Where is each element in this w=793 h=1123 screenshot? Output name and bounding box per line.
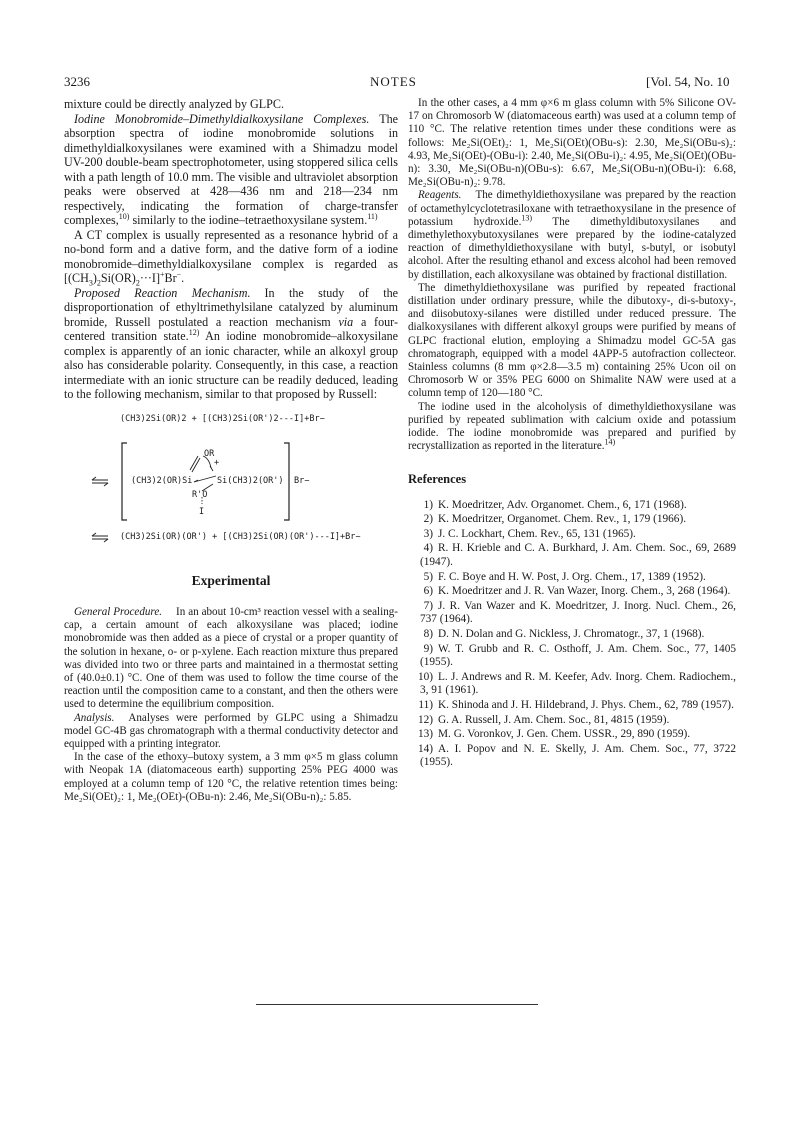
reference-text: R. H. Krieble and C. A. Burkhard, J. Am. Chem. Soc., 69, 2689 (1947). [420,542,736,569]
reference-text: J. C. Lockhart, Chem. Rev., 65, 131 (1965). [438,527,636,540]
text: . [181,271,185,285]
reference-text: L. J. Andrews and R. M. Keefer, Adv. Inorg. Chem. Radiochem., 3, 91 (1961). [420,670,736,697]
section-title-mechanism: Proposed Reaction Mechanism. [74,285,251,300]
reference-number: 4) [423,542,433,555]
text: The iodine used in the alcoholysis of dimethyldiethoxysilane was purified by repeated sublimation with calcium oxide and potassium iodide. The iodine monobromide was prepared and purified by recrystallization as reported in the literature. [408,400,736,453]
scheme-left-silicon: (CH3)2(OR)Si [131,475,193,486]
scheme-bromide: Br− [294,475,310,486]
reference-text: D. N. Dolan and G. Nickless, J. Chromatogr., 37, 1 (1968). [438,628,705,641]
scheme-iodine: I [199,506,205,517]
reference-text: M. G. Voronkov, J. Gen. Chem. USSR., 29, 890 (1959). [438,728,691,741]
reference-item [408,714,736,728]
text: A CT complex is usually represented as a resonance hybrid of a no-bond form and a dative form, and the dative form of a iodine monobromide–dimethyldialkoxysilane complex is regarded as [(CH [64,227,398,285]
paragraph-purification: The dimethyldiethoxysilane was purified by repeated fractional distillation under ordinary pressure, while the dibutoxy-, di-s-butoxy-, and diisobutoxy-silanes were distilled under reduced pressure. The dialkoxysilanes with different alkoxyl groups were purified by means of GLPC fractional elution, employing a Shimadzu model GC-5A gas chromatograph, equipped with a model 4APP-5 autofraction collecteor. Stainless columns (8 mm φ×2.8—3.5 m) containing 25% Ucon oil on Chromosorb W or 35% PEG 6000 on Shimalite NAW were used at a column temp of 120—180 °C. [408,281,736,400]
citation: 13) [521,213,533,223]
reference-number: 7) [423,599,433,612]
references-heading: References [408,472,467,487]
reference-number: 1) [423,498,433,511]
page-number: 3236 [64,74,90,89]
reference-item [408,699,736,713]
scheme-plus: + [214,457,220,468]
section-title-analysis: Analysis. [74,711,115,724]
reaction-scheme [64,412,398,547]
experimental-heading: Experimental [191,572,271,588]
reference-text: K. Moedritzer, Adv. Organomet. Chem., 6, 171 (1968). [438,498,687,511]
reference-item [408,542,736,569]
reference-item [408,728,736,742]
text: The absorption spectra of iodine monobromide solutions in dimethyldialkoxysilanes were examined with a Shimadzu model UV-200 double-beam spectrophotometer, using stoppered silica cells with a path length of 10.0 mm. The visible and ultraviolet absorption peaks were observed at 428—436 nm and 218—234 nm respectively, indicating the formation of charge-transfer complexes, [64,111,398,227]
reference-number: 12) [417,713,433,726]
volume-info: [Vol. 54, No. 10 [646,74,730,89]
reference-item [408,499,736,513]
reference-number: 3) [423,527,433,540]
paragraph-ethoxy-butoxy: In the case of the ethoxy–butoxy system, a 3 mm φ×5 m glass column with Neopak 1A (diatomaceous earth) supporting 25% PEG 4000 was employed at a column temp of 120 °C, the relative retention times being: Me₂Si(OEt)₂: 1, Me₂(OEt)-(OBu-n): 2.46, Me₂Si(OBu-n)₂: 5.85. [64,751,398,803]
section-title-general: General Procedure. [74,606,163,618]
text: similarly to the iodine–tetraethoxysilane system. [129,213,368,227]
text: a four-centered transition state. [64,314,398,343]
reference-item [408,571,736,585]
citation: 14) [604,437,616,447]
reference-item [408,643,736,670]
text: In the study of the disproportionation of ethyltrimethylsilane catalyzed by aluminum bromide, Russell postulated a reaction mechanism [64,285,399,329]
scheme-reactants: (CH3)2Si(OR)2 + [(CH3)2Si(OR')2---I]+Br− [120,413,325,424]
reference-item [408,628,736,642]
experimental-section [64,606,398,804]
paragraph-other-cases: In the other cases, a 4 mm φ×6 m glass column with 5% Silicone OV-17 on Chromosorb W (diatomaceous earth) was used at a column temp of 110 °C. The relative retention times under these conditions were as follows: Me₂Si(OEt)₂: 1, Me₂Si(OEt)(OBu-s): 2.30, Me₂Si(OBu-s)₂: 4.93, Me₂Si(OEt)-(OBu-i): 2.40, Me₂Si(OBu-i)₂: 4.95, Me₂Si(OEt)(OBu-n): 3.30, Me₂Si(OBu-n)(OBu-s): 6.67, Me₂Si(OBu-n)(OBu-i): 6.68, Me₂Si(OBu-n)₂: 9.78. [408,97,736,189]
paragraph-complexes [64,112,398,228]
paragraph-general-procedure [64,606,398,712]
paragraph-mechanism [64,286,398,402]
paragraph-ct-complex [64,228,398,286]
subscript: 3 [88,278,93,288]
text: Si(OR) [100,271,136,285]
text: via [338,314,354,329]
reference-item [408,528,736,542]
running-header: NOTES [370,74,417,89]
reference-number: 9) [423,642,433,655]
superscript: − [176,269,182,279]
scheme-products: (CH3)2Si(OR)(OR') + [(CH3)2Si(OR)(OR')---I]+Br− [120,531,361,542]
left-column [64,97,398,804]
scheme-or-group: OR [204,448,215,459]
reference-number: 14) [417,742,433,755]
citation: 12) [188,327,200,337]
equilibrium-arrow-1 [92,477,108,486]
text: Br [164,271,177,285]
reference-item [408,743,736,770]
subscript: 2 [96,278,101,288]
text: Analyses were performed by GLPC using a Shimadzu model GC-4B gas chromatograph with a thermal conductivity detector and equipped with a printing integrator. [64,711,398,751]
text: The dimethyldiethoxysilane was prepared by the reaction of octamethylcyclotetrasiloxane with tetraethoxysilane in the presence of potassium hydroxide. [408,189,736,228]
reference-number: 11) [418,699,433,711]
scheme-ro-group: R'O [192,489,208,500]
end-rule [256,1004,538,1005]
reference-text: F. C. Boye and H. W. Post, J. Org. Chem., 17, 1389 (1952). [438,570,706,583]
references-list [408,499,736,770]
reference-text: G. A. Russell, J. Am. Chem. Soc., 81, 4815 (1959). [438,713,670,726]
reference-text: K. Moedritzer, Organomet. Chem. Rev., 1, 179 (1966). [438,513,687,526]
paragraph-reagents [408,189,736,281]
section-title-complexes: Iodine Monobromide–Dimethyldialkoxysilane Complexes. [74,111,370,126]
reference-number: 5) [423,570,433,583]
reference-number: 8) [423,628,433,641]
reference-item [408,585,736,599]
reference-text: K. Moedritzer and J. R. Van Wazer, Inorg. Chem., 3, 268 (1964). [438,585,731,598]
paragraph-continuation: mixture could be directly analyzed by GLPC. [64,97,284,111]
paragraph-iodine [408,401,736,454]
reference-number: 6) [423,585,433,598]
citation: 10) [118,211,130,221]
reference-item [408,513,736,527]
equilibrium-arrow-2 [92,533,108,542]
text: An iodine monobromide–alkoxysilane complex is apparently of an ionic character, while an alkoxyl group also has considerable polarity. Consequently, in this case, a reaction intermediate with an ionic structure can be readily deduced, leading to the following mechanism, similar to that proposed by Russell: [64,329,399,401]
reference-item [408,671,736,698]
text: In an about 10-cm³ reaction vessel with a sealing-cap, a certain amount of each alkoxysilane was placed; iodine monobromide was then added as a piece of crystal or a proper quantity of the solution in hexane, o- or p-xylene. Each reaction mixture thus prepared was divided into two or three parts and maintained in a thermostat setting of (40.0±0.1) °C. One of them was used to follow the time course of the reaction until the composition came to a constant, and then the others were used to determine the equilibrium composition. [64,606,398,711]
superscript: + [159,269,165,279]
reference-number: 13) [417,728,433,741]
reference-text: A. I. Popov and N. E. Skelly, J. Am. Chem. Soc., 77, 3722 (1955). [420,742,736,769]
reference-number: 10) [417,670,433,683]
reference-number: 2) [423,513,433,526]
citation: 11) [367,211,378,221]
reference-text: K. Shinoda and J. H. Hildebrand, J. Phys. Chem., 62, 789 (1957). [438,699,734,711]
right-column [408,97,736,771]
text: ···I] [139,271,160,285]
reference-item [408,600,736,627]
text: ) [92,271,97,285]
text: The dimethyldibutoxysilanes and dimethylethoxybutoxysilanes were prepared by the iodine-catalyzed reaction of dimethyldiethoxysilane with butyl, s-butyl, or isobutyl alcohol. After the resulting ethanol and excess alcohol had been removed by distillation, each alkoxysilane was obtained by fractional distillation. [408,215,736,281]
reference-text: J. R. Van Wazer and K. Moedritzer, J. Inorg. Nucl. Chem., 26, 737 (1964). [420,599,736,626]
paragraph-analysis [64,712,398,752]
section-title-reagents: Reagents. [418,189,462,202]
reference-text: W. T. Grubb and R. C. Osthoff, J. Am. Chem. Soc., 77, 1405 (1955). [420,642,736,669]
scheme-right-silicon: Si(CH3)2(OR') [217,475,284,486]
subscript: 2 [135,278,140,288]
